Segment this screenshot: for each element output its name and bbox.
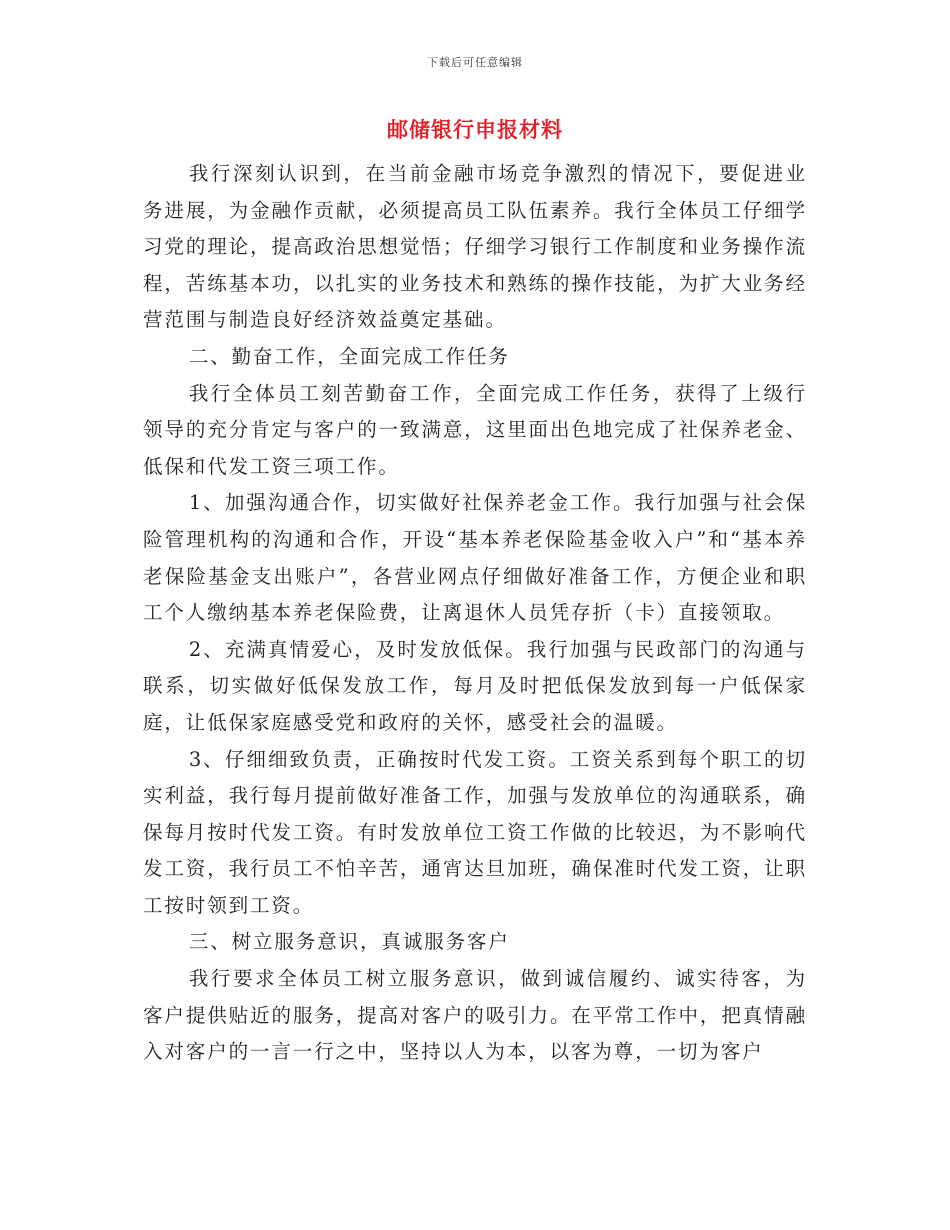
- header-note: 下载后可任意编辑: [427, 56, 523, 69]
- paragraph-section-2: 我行全体员工刻苦勤奋工作，全面完成工作任务，获得了上级行领导的充分肯定与客户的一致满意，这里面出色地完成了社保养老金、低保和代发工资三项工作。: [143, 381, 807, 478]
- section-heading-3: 三、树立服务意识，真诚服务客户: [188, 930, 510, 954]
- paragraph-item-2: 2、充满真情爱心，及时发放低保。我行加强与民政部门的沟通与联系，切实做好低保发放工作，每月及时把低保发放到每一户低保家庭，让低保家庭感受党和政府的关怀，感受社会的温暖。: [143, 637, 807, 734]
- document-body: [143, 156, 807, 1071]
- document-title: 邮储银行申报材料: [387, 117, 563, 142]
- paragraph-section-3: 我行要求全体员工树立服务意识，做到诚信履约、诚实待客，为客户提供贴近的服务，提高对客户的吸引力。在平常工作中，把真情融入对客户的一言一行之中，坚持以人为本，以客为尊，一切为客户: [143, 967, 807, 1064]
- paragraph-item-3: 3、仔细细致负责，正确按时代发工资。工资关系到每个职工的切实利益，我行每月提前做好准备工作，加强与发放单位的沟通联系，确保每月按时代发工资。有时发放单位工资工作做的比较迟，为不影响代发工资，我行员工不怕辛苦，通宵达旦加班，确保准时代发工资，让职工按时领到工资。: [143, 747, 807, 917]
- section-heading-2: 二、勤奋工作，全面完成工作任务: [188, 344, 510, 368]
- paragraph-item-1: 1、加强沟通合作，切实做好社保养老金工作。我行加强与社会保险管理机构的沟通和合作，开设“基本养老保险基金收入户”和“基本养老保险基金支出账户”，各营业网点仔细做好准备工作，方便企业和职工个人缴纳基本养老保险费，让离退休人员凭存折（卡）直接领取。: [143, 491, 807, 625]
- paragraph-intro: 我行深刻认识到，在当前金融市场竞争激烈的情况下，要促进业务进展，为金融作贡献，必须提高员工队伍素养。我行全体员工仔细学习党的理论，提高政治思想觉悟；仔细学习银行工作制度和业务操作流程，苦练基本功，以扎实的业务技术和熟练的操作技能，为扩大业务经营范围与制造良好经济效益奠定基础。: [143, 162, 807, 332]
